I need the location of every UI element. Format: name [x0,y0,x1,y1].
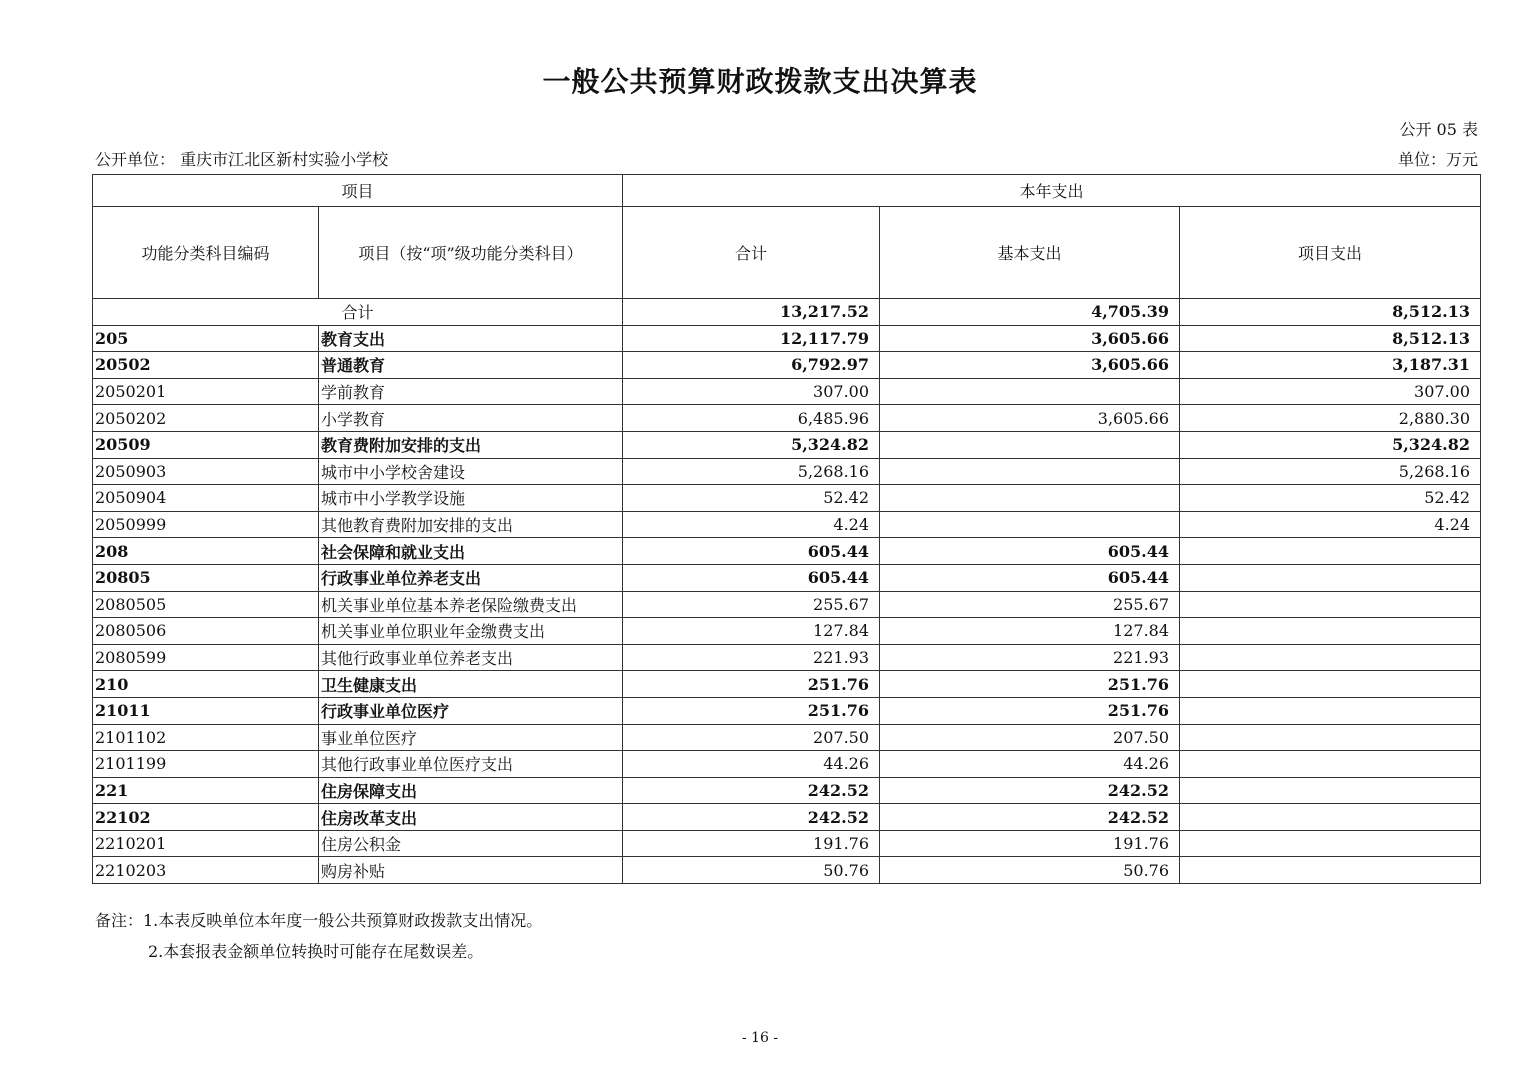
row-total: 605.44 [623,538,880,565]
total-sum: 13,217.52 [623,299,880,326]
note-line-1: 备注：1.本表反映单位本年度一般公共预算财政拨款支出情况。 [95,911,543,930]
row-name: 住房改革支出 [319,804,623,831]
row-basic: 221.93 [880,644,1180,671]
row-total: 4.24 [623,511,880,538]
row-name: 卫生健康支出 [319,671,623,698]
row-code: 21011 [93,697,319,724]
row-basic: 255.67 [880,591,1180,618]
row-name: 其他教育费附加安排的支出 [319,511,623,538]
table-row [93,777,1481,804]
row-project [1180,538,1481,565]
row-name: 社会保障和就业支出 [319,538,623,565]
row-basic: 242.52 [880,777,1180,804]
table-row [93,644,1481,671]
total-row [93,299,1481,326]
row-total: 6,792.97 [623,352,880,379]
row-name: 行政事业单位养老支出 [319,564,623,591]
table-row [93,564,1481,591]
row-code: 2050904 [93,485,319,512]
row-basic: 605.44 [880,538,1180,565]
row-basic: 3,605.66 [880,405,1180,432]
row-name: 教育费附加安排的支出 [319,431,623,458]
row-total: 242.52 [623,804,880,831]
table-row [93,618,1481,645]
row-name: 机关事业单位基本养老保险缴费支出 [319,591,623,618]
row-code: 2210203 [93,857,319,884]
table-row [93,511,1481,538]
row-basic [880,458,1180,485]
table-row [93,591,1481,618]
table-row [93,538,1481,565]
row-code: 2050903 [93,458,319,485]
row-total: 52.42 [623,485,880,512]
row-code: 208 [93,538,319,565]
row-total: 251.76 [623,671,880,698]
row-total: 5,268.16 [623,458,880,485]
header-code: 功能分类科目编码 [93,207,319,299]
row-name: 普通教育 [319,352,623,379]
row-code: 2210201 [93,830,319,857]
row-code: 221 [93,777,319,804]
header-row-1 [93,175,1481,207]
row-basic: 207.50 [880,724,1180,751]
row-basic: 3,605.66 [880,325,1180,352]
row-project: 8,512.13 [1180,325,1481,352]
row-total: 207.50 [623,724,880,751]
row-project: 3,187.31 [1180,352,1481,379]
row-project [1180,697,1481,724]
row-project: 5,268.16 [1180,458,1481,485]
currency-unit: 单位：万元 [1397,150,1478,169]
header-item: 项目（按“项”级功能分类科目） [319,207,623,299]
table-row [93,378,1481,405]
row-name: 住房保障支出 [319,777,623,804]
row-code: 22102 [93,804,319,831]
table-row [93,697,1481,724]
row-name: 其他行政事业单位医疗支出 [319,751,623,778]
row-project: 5,324.82 [1180,431,1481,458]
row-project [1180,564,1481,591]
form-number: 公开 05 表 [1399,120,1478,139]
row-code: 2050202 [93,405,319,432]
row-code: 2080506 [93,618,319,645]
row-total: 251.76 [623,697,880,724]
row-name: 事业单位医疗 [319,724,623,751]
row-total: 242.52 [623,777,880,804]
row-code: 2050999 [93,511,319,538]
row-total: 5,324.82 [623,431,880,458]
row-basic: 251.76 [880,697,1180,724]
total-label: 合计 [93,299,623,326]
table-row [93,751,1481,778]
total-project: 8,512.13 [1180,299,1481,326]
row-basic: 3,605.66 [880,352,1180,379]
row-code: 2080505 [93,591,319,618]
row-basic: 242.52 [880,804,1180,831]
table-row [93,724,1481,751]
row-name: 城市中小学校舍建设 [319,458,623,485]
header-project: 项目 [93,175,623,207]
row-name: 行政事业单位医疗 [319,697,623,724]
header-basic: 基本支出 [880,207,1180,299]
row-project [1180,724,1481,751]
row-basic [880,378,1180,405]
row-total: 127.84 [623,618,880,645]
row-basic [880,511,1180,538]
row-basic [880,485,1180,512]
header-current-year: 本年支出 [623,175,1481,207]
row-total: 12,117.79 [623,325,880,352]
table-row [93,485,1481,512]
row-basic: 191.76 [880,830,1180,857]
row-code: 205 [93,325,319,352]
row-basic: 127.84 [880,618,1180,645]
row-project [1180,591,1481,618]
row-code: 20502 [93,352,319,379]
page-title: 一般公共预算财政拨款支出决算表 [542,65,978,98]
row-basic [880,431,1180,458]
row-basic: 605.44 [880,564,1180,591]
row-code: 20805 [93,564,319,591]
row-name: 城市中小学教学设施 [319,485,623,512]
row-project [1180,804,1481,831]
row-name: 学前教育 [319,378,623,405]
expenditure-table [92,174,1481,884]
row-total: 50.76 [623,857,880,884]
table-row [93,325,1481,352]
row-project [1180,777,1481,804]
header-project-expense: 项目支出 [1180,207,1481,299]
row-project [1180,618,1481,645]
row-total: 307.00 [623,378,880,405]
row-name: 其他行政事业单位养老支出 [319,644,623,671]
row-total: 255.67 [623,591,880,618]
page-number: - 16 - [741,1030,779,1046]
row-name: 住房公积金 [319,830,623,857]
row-project: 307.00 [1180,378,1481,405]
row-name: 教育支出 [319,325,623,352]
table-row [93,431,1481,458]
table-row [93,804,1481,831]
row-total: 605.44 [623,564,880,591]
table-row [93,405,1481,432]
row-code: 20509 [93,431,319,458]
row-total: 191.76 [623,830,880,857]
table-row [93,671,1481,698]
row-total: 221.93 [623,644,880,671]
total-basic: 4,705.39 [880,299,1180,326]
note-line-2: 2.本套报表金额单位转换时可能存在尾数误差。 [148,942,484,961]
row-code: 2050201 [93,378,319,405]
row-name: 小学教育 [319,405,623,432]
row-project [1180,830,1481,857]
row-code: 2101102 [93,724,319,751]
row-total: 44.26 [623,751,880,778]
row-basic: 251.76 [880,671,1180,698]
row-basic: 50.76 [880,857,1180,884]
row-project [1180,671,1481,698]
header-total: 合计 [623,207,880,299]
table-row [93,352,1481,379]
row-project [1180,857,1481,884]
row-total: 6,485.96 [623,405,880,432]
row-basic: 44.26 [880,751,1180,778]
table-row [93,857,1481,884]
row-code: 210 [93,671,319,698]
row-name: 机关事业单位职业年金缴费支出 [319,618,623,645]
row-project: 2,880.30 [1180,405,1481,432]
row-project: 4.24 [1180,511,1481,538]
row-code: 2080599 [93,644,319,671]
row-code: 2101199 [93,751,319,778]
table-row [93,830,1481,857]
reporting-unit: 公开单位： 重庆市江北区新村实验小学校 [95,150,389,169]
row-project [1180,751,1481,778]
row-project: 52.42 [1180,485,1481,512]
row-name: 购房补贴 [319,857,623,884]
row-project [1180,644,1481,671]
table-row [93,458,1481,485]
header-row-2 [93,207,1481,299]
